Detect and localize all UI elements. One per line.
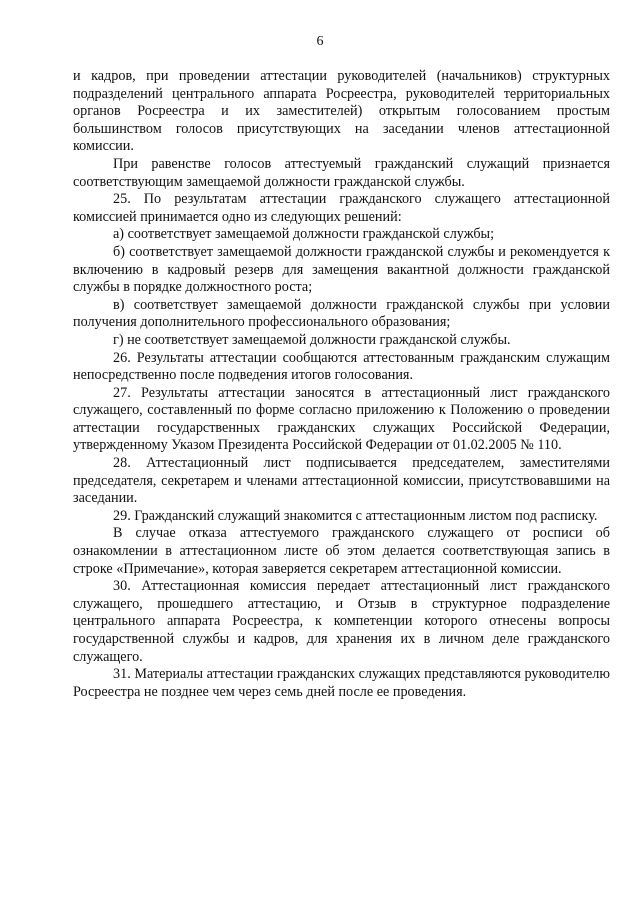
document-body [73,68,610,701]
paragraph-25-a: а) соответствует замещаемой должности гражданской службы; [113,226,495,243]
paragraph-25: 25. По результатам аттестации гражданского служащего аттестационной комиссией принимается одно из следующих решений: [73,191,610,225]
paragraph-continuation: и кадров, при проведении аттестации руководителей (начальников) структурных подразделений центрального аппарата Росреестра, руководителей территориальных органов Росреестра и их заместителей) открытым голосованием простым большинством голосов присутствующих на заседании членов аттестационной комиссии. [73,68,610,155]
paragraph-30: 30. Аттестационная комиссия передает аттестационный лист гражданского служащего, прошедшего аттестацию, и Отзыв в структурное подразделение центрального аппарата Росреестра, к компетенции которого отнесены вопросы государственной службы и кадров, для хранения их в личном деле гражданского служащего. [73,578,610,665]
paragraph-29-refusal: В случае отказа аттестуемого гражданского служащего от росписи об ознакомлении в аттестационном листе об этом делается соответствующая запись в строке «Примечание», которая заверяется секретарем аттестационной комиссии. [73,525,610,577]
page-number: 6 [316,34,324,49]
paragraph-29: 29. Гражданский служащий знакомится с аттестационным листом под расписку. [113,507,598,524]
paragraph-28: 28. Аттестационный лист подписывается председателем, заместителями председателя, секретарем и членами аттестационной комиссии, присутствовавшими на заседании. [73,455,610,507]
paragraph-25-v: в) соответствует замещаемой должности гражданской службы при условии получения дополнительного профессионального образования; [73,296,610,331]
paragraph-26: 26. Результаты аттестации сообщаются аттестованным гражданским служащим непосредственно после подведения итогов голосования. [73,349,610,384]
paragraph-equal-votes: При равенстве голосов аттестуемый гражданский служащий признается соответствующим замещаемой должности гражданской службы. [73,155,610,190]
paragraph-25-g: г) не соответствует замещаемой должности гражданской службы. [113,331,511,348]
paragraph-31: 31. Материалы аттестации гражданских служащих представляются руководителю Росреестра не позднее чем через семь дней после ее проведения. [73,666,610,700]
paragraph-25-b: б) соответствует замещаемой должности гражданской службы и рекомендуется к включению в кадровый резерв для замещения вакантной должности гражданской службы в порядке должностного роста; [73,243,610,296]
paragraph-27: 27. Результаты аттестации заносятся в аттестационный лист гражданского служащего, составленный по форме согласно приложению к Положению о проведении аттестации государственных гражданских служащих Российской Федерации, утвержденному Указом Президента Российской Федерации от 01.02.2005 № 110. [73,384,610,454]
